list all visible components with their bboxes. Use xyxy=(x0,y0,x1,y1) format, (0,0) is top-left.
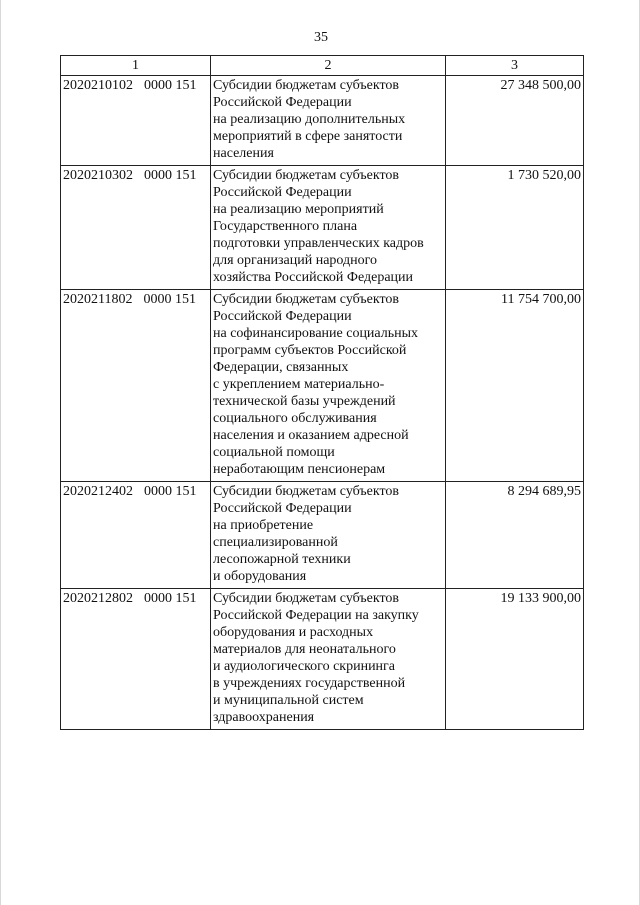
description-line: в учреждениях государственной xyxy=(213,676,406,691)
description-line: социального обслуживания xyxy=(213,411,377,426)
column-header-1: 1 xyxy=(61,56,211,76)
description-line: социальной помощи xyxy=(213,445,335,460)
table-row xyxy=(61,166,584,290)
description-line: и аудиологического скрининга xyxy=(213,659,396,674)
description-line: и оборудования xyxy=(213,569,307,584)
amount-cell: 11 754 700,00 xyxy=(446,290,584,482)
description-line: на приобретение xyxy=(213,518,314,533)
description-line: Субсидии бюджетам субъектов xyxy=(213,292,400,307)
description-line: Субсидии бюджетам субъектов xyxy=(213,168,400,183)
subsidies-table xyxy=(60,55,584,730)
description-cell xyxy=(211,166,446,290)
table-row xyxy=(61,482,584,589)
description-cell xyxy=(211,76,446,166)
description-line: на реализацию дополнительных xyxy=(213,112,406,127)
description-line: Российской Федерации на закупку xyxy=(213,608,419,623)
amount-cell: 8 294 689,95 xyxy=(446,482,584,589)
column-header-2: 2 xyxy=(211,56,446,76)
description-line: на софинансирование социальных xyxy=(213,326,419,341)
description-cell xyxy=(211,482,446,589)
table-row xyxy=(61,589,584,730)
description-line: мероприятий в сфере занятости xyxy=(213,129,403,144)
table-header-row xyxy=(61,56,584,76)
description-line: оборудования и расходных xyxy=(213,625,374,640)
budget-code-cell xyxy=(61,166,211,290)
amount-cell: 27 348 500,00 xyxy=(446,76,584,166)
description-line: технической базы учреждений xyxy=(213,394,396,409)
table-row xyxy=(61,290,584,482)
budget-subcode: 0000 151 xyxy=(144,168,197,183)
budget-code: 2020212402 xyxy=(63,484,133,499)
description-line: для организаций народного xyxy=(213,253,378,268)
description-line: с укреплением материально- xyxy=(213,377,385,392)
budget-code: 2020211802 xyxy=(63,292,133,307)
budget-code: 2020212802 xyxy=(63,591,133,606)
description-line: Государственного плана xyxy=(213,219,358,234)
description-cell xyxy=(211,589,446,730)
description-line: хозяйства Российской Федерации xyxy=(213,270,414,285)
budget-code-cell xyxy=(61,589,211,730)
budget-subcode: 0000 151 xyxy=(144,484,197,499)
description-line: специализированной xyxy=(213,535,338,550)
description-line: Субсидии бюджетам субъектов xyxy=(213,591,400,606)
budget-code-cell xyxy=(61,290,211,482)
budget-code-cell xyxy=(61,482,211,589)
budget-subcode: 0000 151 xyxy=(144,78,197,93)
page-number: 35 xyxy=(314,30,328,45)
description-line: населения и оказанием адресной xyxy=(213,428,409,443)
description-line: Федерации, связанных xyxy=(213,360,349,375)
description-line: Субсидии бюджетам субъектов xyxy=(213,78,400,93)
description-line: программ субъектов Российской xyxy=(213,343,407,358)
description-cell xyxy=(211,290,446,482)
budget-code: 2020210302 xyxy=(63,168,133,183)
budget-subcode: 0000 151 xyxy=(143,292,196,307)
description-line: Российской Федерации xyxy=(213,501,352,516)
description-line: подготовки управленческих кадров xyxy=(213,236,424,251)
description-line: неработающим пенсионерам xyxy=(213,462,386,477)
description-line: и муниципальной систем xyxy=(213,693,364,708)
budget-subcode: 0000 151 xyxy=(144,591,197,606)
budget-code-cell xyxy=(61,76,211,166)
budget-code: 2020210102 xyxy=(63,78,133,93)
description-line: Российской Федерации xyxy=(213,185,352,200)
column-header-3: 3 xyxy=(446,56,584,76)
description-line: лесопожарной техники xyxy=(213,552,351,567)
table-row xyxy=(61,76,584,166)
description-line: Субсидии бюджетам субъектов xyxy=(213,484,400,499)
amount-cell: 19 133 900,00 xyxy=(446,589,584,730)
description-line: здравоохранения xyxy=(213,710,315,725)
description-line: Российской Федерации xyxy=(213,95,352,110)
description-line: материалов для неонатального xyxy=(213,642,396,657)
description-line: на реализацию мероприятий xyxy=(213,202,384,217)
description-line: населения xyxy=(213,146,274,161)
amount-cell: 1 730 520,00 xyxy=(446,166,584,290)
description-line: Российской Федерации xyxy=(213,309,352,324)
